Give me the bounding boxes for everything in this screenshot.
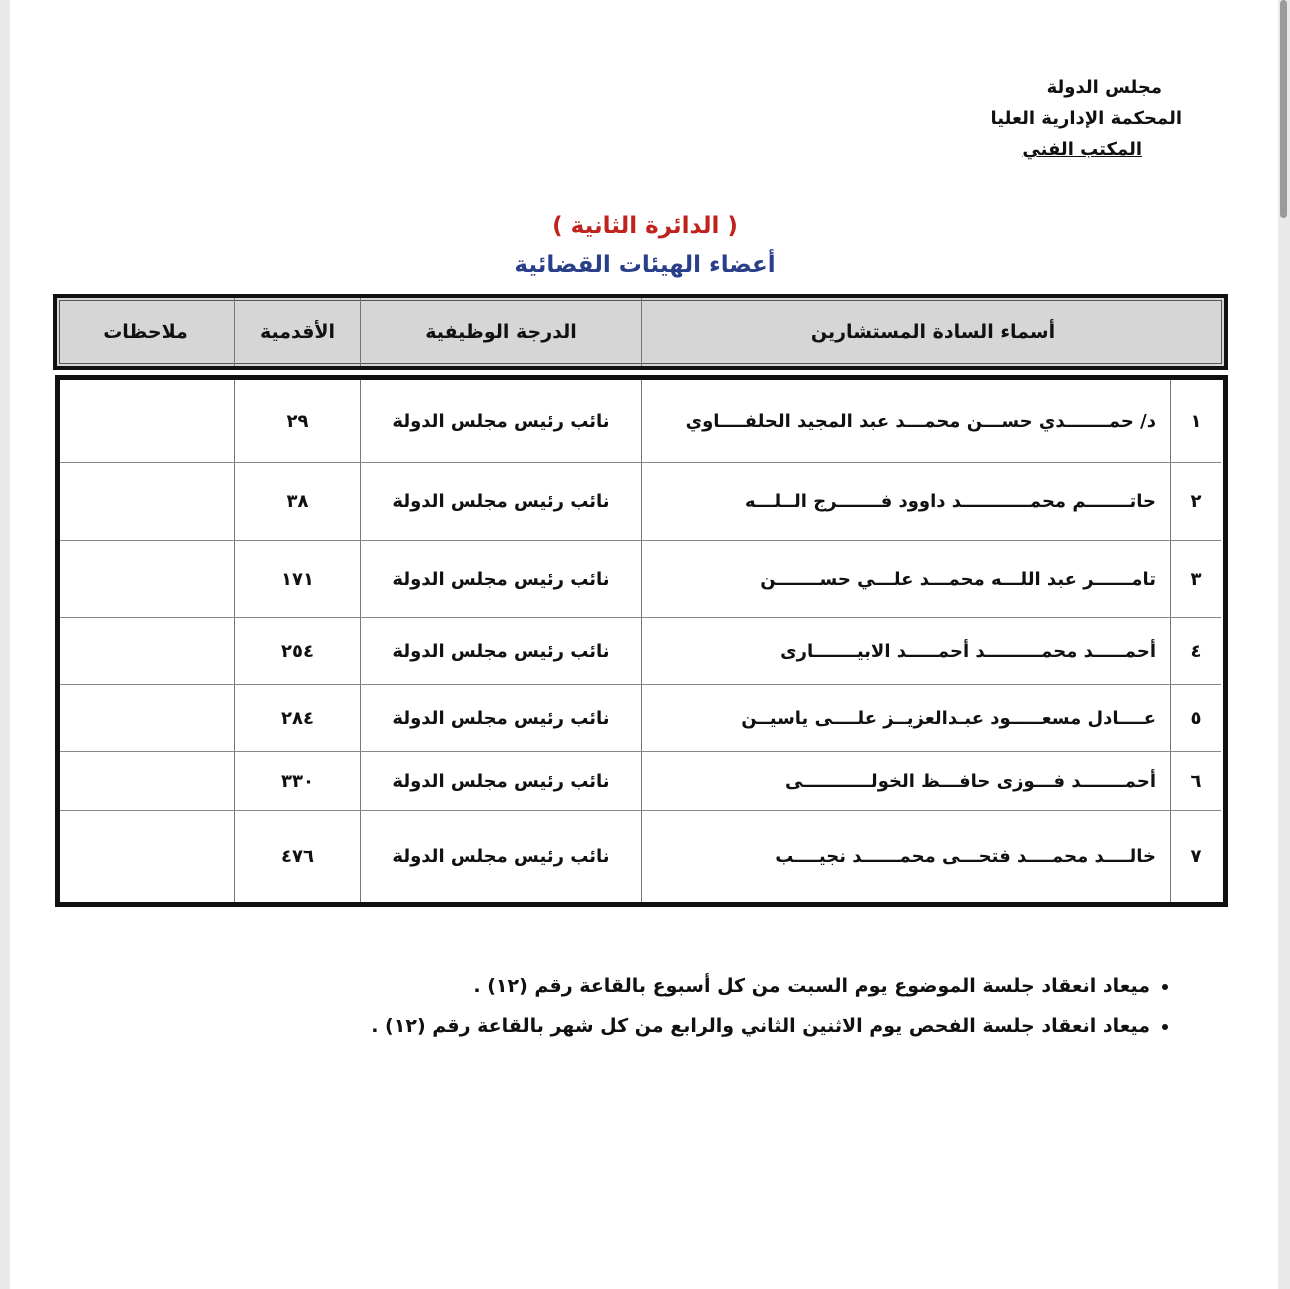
letterhead [990,72,1182,165]
header-names: أسماء السادة المستشارين [810,321,1056,343]
row-number: ٦ [1190,770,1202,792]
counselor-name: عــــادل مسعـــــود عبـدالعزيــز علــــى ياسيــن [741,707,1156,729]
counselor-name: خالــــد محمــــد فتحـــى محمــــــد نجيــــب [775,846,1156,867]
row-number: ٧ [1190,846,1202,867]
job-degree: نائب رئيس مجلس الدولة [392,846,610,867]
header-seniority: الأقدمية [259,321,336,343]
seniority-value: ٢٨٤ [281,707,314,729]
row-number: ١ [1190,410,1202,432]
seniority-value: ١٧١ [281,568,314,590]
job-degree: نائب رئيس مجلس الدولة [392,410,610,432]
header-degree: الدرجة الوظيفية [425,321,577,343]
job-degree: نائب رئيس مجلس الدولة [392,640,610,662]
note-item: • ميعاد انعقاد جلسة الفحص يوم الاثنين الثاني والرابع من كل شهر بالقاعة رقم (١٢) . [371,1006,1150,1046]
office-name: المكتب الفني [1022,139,1142,160]
row-number: ٢ [1190,491,1202,512]
job-degree: نائب رئيس مجلس الدولة [392,491,610,512]
circuit-title: ( الدائرة الثانية ) [552,213,738,239]
members-table [53,294,1236,914]
counselor-name: تامــــــر عبد اللـــه محمـــد علـــي حســـــــن [760,568,1156,590]
court-name: المحكمة الإدارية العليا [990,108,1182,129]
seniority-value: ٣٣٠ [281,770,314,792]
counselor-name: أحمـــــــد فـــوزى حافـــظ الخولـــــــــــى [785,770,1156,792]
counselor-name: أحمـــــد محمـــــــــد أحمـــــد الابيـــــــارى [780,640,1156,662]
job-degree: نائب رئيس مجلس الدولة [392,568,610,590]
seniority-value: ٤٧٦ [281,846,314,867]
note-item: • ميعاد انعقاد جلسة الموضوع يوم السبت من كل أسبوع بالقاعة رقم (١٢) . [371,966,1150,1006]
vertical-scrollbar[interactable] [1278,0,1290,1289]
seniority-value: ٢٥٤ [281,640,314,662]
job-degree: نائب رئيس مجلس الدولة [392,770,610,792]
members-title: أعضاء الهيئات القضائية [514,252,776,278]
council-name: مجلس الدولة [1046,77,1162,98]
header-notes: ملاحظات [103,321,188,343]
row-number: ٤ [1190,640,1202,662]
counselor-name: حاتـــــــم محمـــــــــــد داوود فـــــــرج الــلـــه [745,491,1156,512]
session-notes [371,966,1180,1046]
seniority-value: ٢٩ [286,410,309,432]
scrollbar-thumb[interactable] [1280,0,1287,218]
row-number: ٥ [1190,707,1202,729]
row-number: ٣ [1190,568,1202,590]
job-degree: نائب رئيس مجلس الدولة [392,707,610,729]
counselor-name: د/ حمـــــــدي حســـن محمـــد عبد المجيد الحلفــــاوي [685,410,1156,432]
seniority-value: ٣٨ [286,491,309,512]
